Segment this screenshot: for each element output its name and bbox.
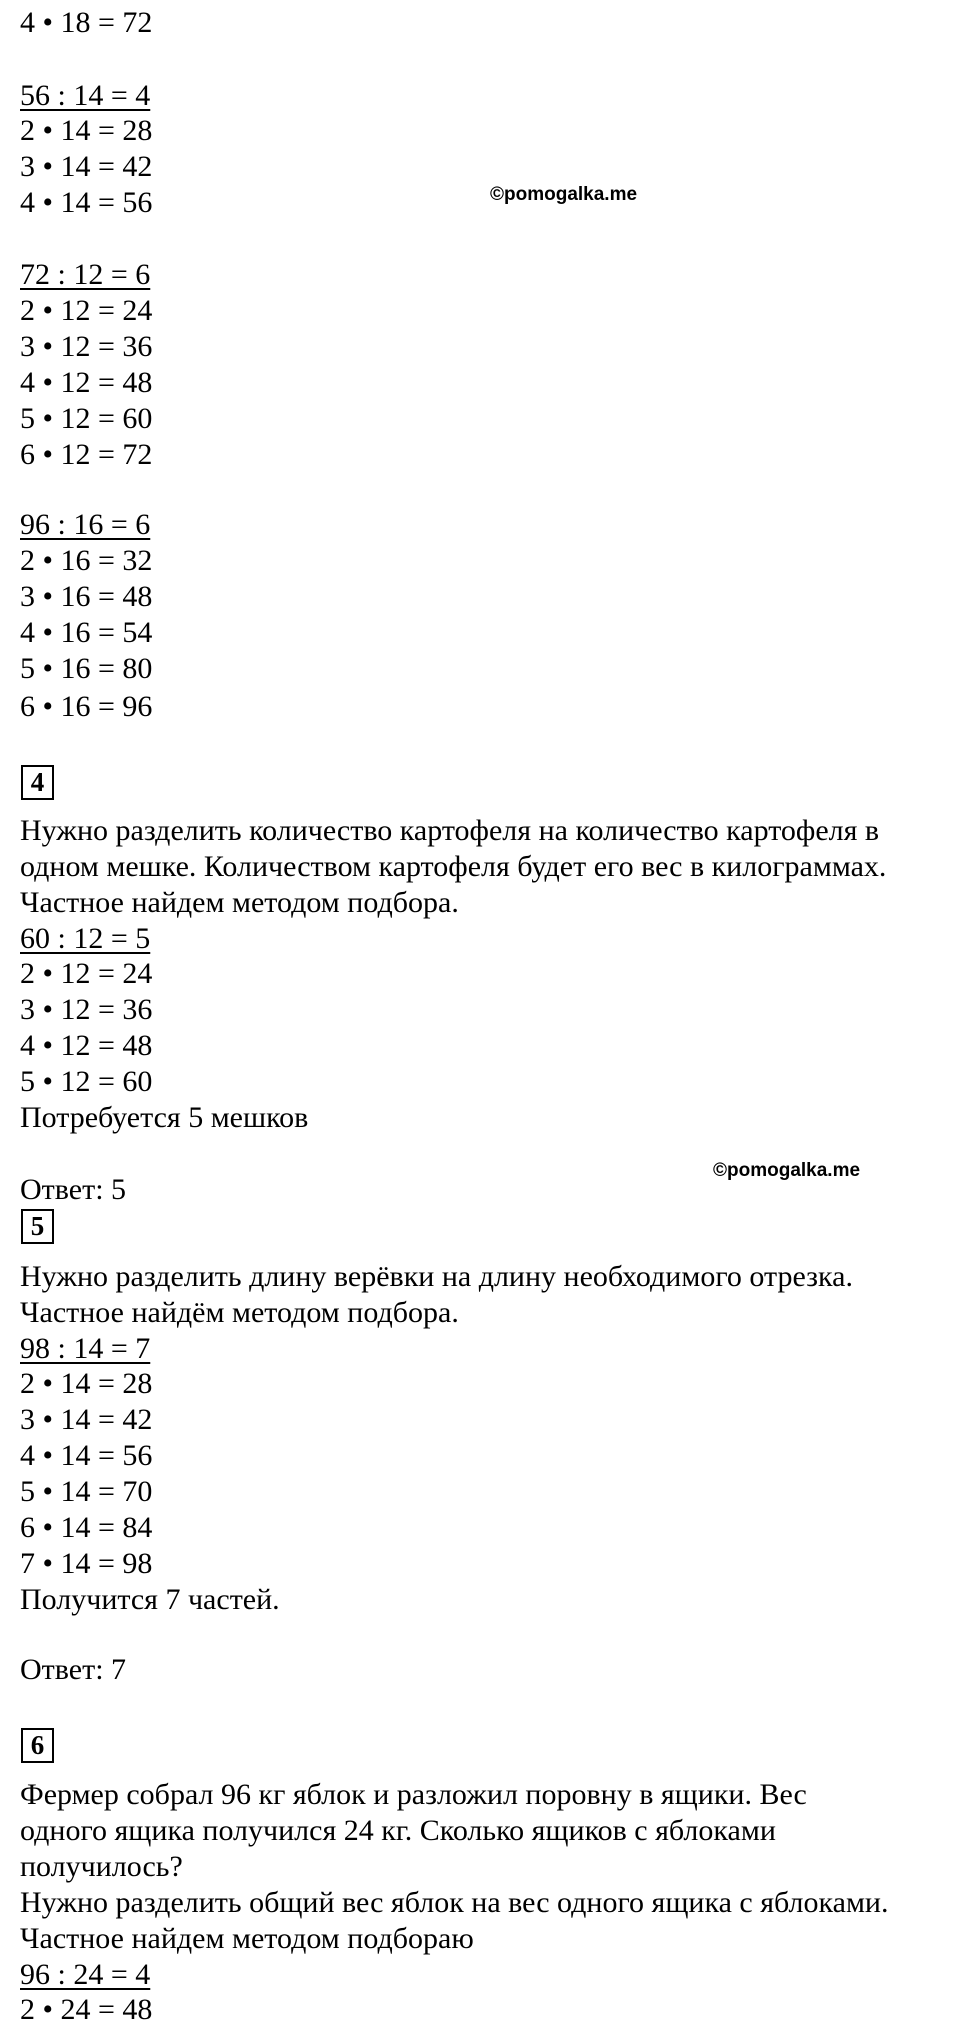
calc-line: 4 • 16 = 54 bbox=[20, 616, 153, 649]
task-text: Частное найдем методом подбора. bbox=[20, 886, 459, 919]
task-text: одном мешке. Количеством картофеля будет его вес в килограммах. bbox=[20, 850, 887, 883]
division-heading: 56 : 14 = 4 bbox=[20, 79, 151, 112]
calc-line: 3 • 14 = 42 bbox=[20, 1403, 153, 1436]
calc-line: 4 • 12 = 48 bbox=[20, 366, 153, 399]
calc-line: 6 • 12 = 72 bbox=[20, 438, 153, 471]
calc-line: 3 • 14 = 42 bbox=[20, 150, 153, 183]
calc-line: 2 • 12 = 24 bbox=[20, 957, 153, 990]
calc-line: 3 • 16 = 48 bbox=[20, 580, 153, 613]
task-number-box: 4 bbox=[21, 765, 54, 800]
division-heading: 96 : 24 = 4 bbox=[20, 1958, 151, 1991]
calc-line: 5 • 12 = 60 bbox=[20, 402, 153, 435]
calc-line: 2 • 16 = 32 bbox=[20, 544, 153, 577]
calc-line: 2 • 14 = 28 bbox=[20, 1367, 153, 1400]
division-heading: 98 : 14 = 7 bbox=[20, 1332, 151, 1365]
task-text: Нужно разделить длину верёвки на длину необходимого отрезка. bbox=[20, 1260, 853, 1293]
calc-line: 5 • 12 = 60 bbox=[20, 1065, 153, 1098]
task-text: Нужно разделить общий вес яблок на вес одного ящика с яблоками. bbox=[20, 1886, 889, 1919]
answer-line: Ответ: 5 bbox=[20, 1173, 127, 1206]
task-text: Частное найдём методом подбора. bbox=[20, 1296, 459, 1329]
task-text: Фермер собрал 96 кг яблок и разложил поровну в ящики. Вес bbox=[20, 1778, 807, 1811]
division-heading: 96 : 16 = 6 bbox=[20, 508, 151, 541]
calc-line: 4 • 12 = 48 bbox=[20, 1029, 153, 1062]
task-text: одного ящика получился 24 кг. Сколько ящиков с яблоками bbox=[20, 1814, 776, 1847]
answer-line: Ответ: 7 bbox=[20, 1653, 127, 1686]
division-heading: 60 : 12 = 5 bbox=[20, 922, 151, 955]
calc-line: 5 • 16 = 80 bbox=[20, 652, 153, 685]
calc-line: 6 • 16 = 96 bbox=[20, 690, 153, 723]
task-number-box: 6 bbox=[21, 1728, 54, 1763]
calc-line: 4 • 14 = 56 bbox=[20, 1439, 153, 1472]
task-text: получилось? bbox=[20, 1850, 183, 1883]
calc-line: 3 • 12 = 36 bbox=[20, 993, 153, 1026]
calc-line: 3 • 12 = 36 bbox=[20, 330, 153, 363]
calc-line: 4 • 14 = 56 bbox=[20, 186, 153, 219]
watermark: ©pomogalka.me bbox=[490, 184, 638, 205]
calc-line: 6 • 14 = 84 bbox=[20, 1511, 153, 1544]
division-heading: 72 : 12 = 6 bbox=[20, 258, 151, 291]
task-text: Частное найдем методом подбораю bbox=[20, 1922, 474, 1955]
result-line: Получится 7 частей. bbox=[20, 1583, 280, 1616]
result-line: Потребуется 5 мешков bbox=[20, 1101, 309, 1134]
calc-line: 2 • 14 = 28 bbox=[20, 114, 153, 147]
watermark: ©pomogalka.me bbox=[713, 1160, 861, 1181]
calc-line: 2 • 12 = 24 bbox=[20, 294, 153, 327]
calc-line: 5 • 14 = 70 bbox=[20, 1475, 153, 1508]
calc-line: 4 • 18 = 72 bbox=[20, 6, 153, 39]
task-number-box: 5 bbox=[21, 1209, 54, 1244]
task-text: Нужно разделить количество картофеля на количество картофеля в bbox=[20, 814, 880, 847]
calc-line: 7 • 14 = 98 bbox=[20, 1547, 153, 1580]
calc-line: 2 • 24 = 48 bbox=[20, 1993, 153, 2026]
